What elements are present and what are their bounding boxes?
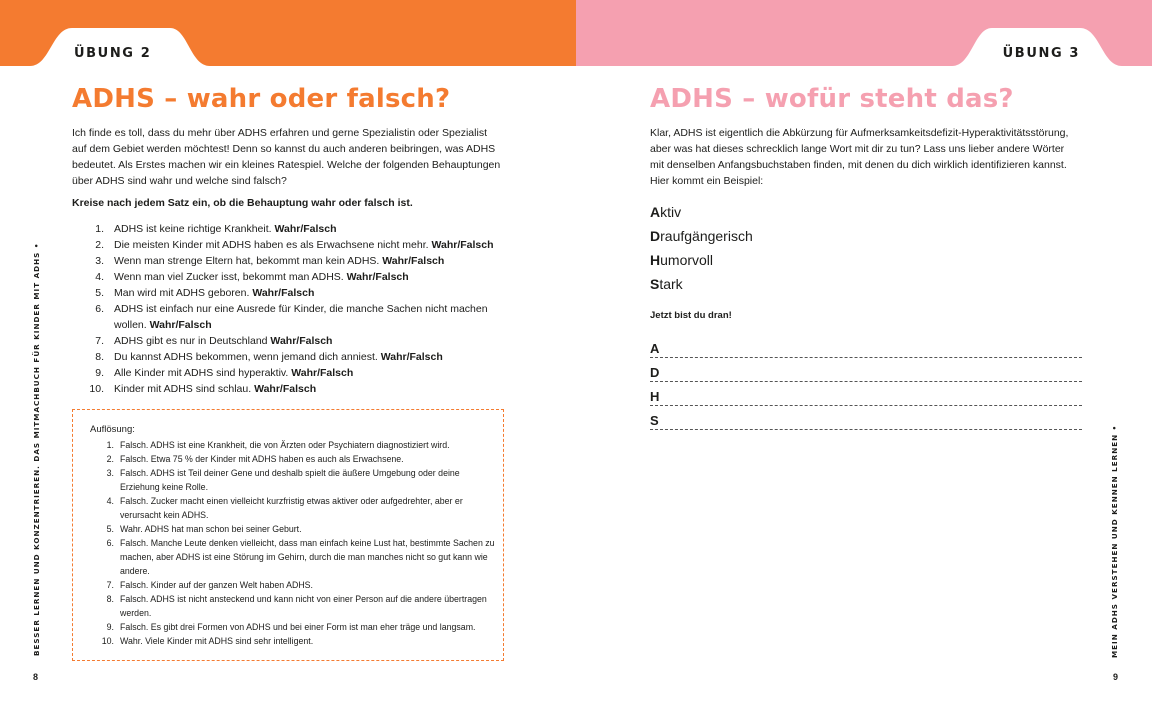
statement-text: Man wird mit ADHS geboren. (114, 287, 253, 299)
statement-number: 1. (95, 223, 104, 235)
acronym-rest: umorvoll (660, 252, 714, 268)
statement-text: ADHS gibt es nur in Deutschland (114, 335, 271, 347)
your-turn-text: Jetzt bist du dran! (650, 310, 732, 321)
statement-item (84, 285, 504, 301)
spine-text-left: BESSER LERNEN UND KONZENTRIEREN. DAS MITMACHBUCH FÜR KINDER MIT ADHS • (32, 242, 41, 656)
solution-item (100, 494, 500, 522)
exercise-label: ÜBUNG 3 (1002, 46, 1080, 61)
solution-item (100, 620, 500, 634)
statement-item (84, 381, 504, 397)
statement-item (84, 349, 504, 365)
solution-item (100, 592, 500, 620)
statement-body (114, 349, 443, 365)
acronym-word (650, 248, 753, 272)
solution-item (100, 578, 500, 592)
right-page (576, 0, 1152, 720)
solution-item (100, 634, 500, 648)
exercise-label: ÜBUNG 2 (74, 46, 152, 61)
statement-number: 3. (95, 255, 104, 267)
statement-text: Kinder mit ADHS sind schlau. (114, 383, 255, 395)
statement-number: 6. (95, 303, 104, 315)
page-number: 8 (33, 672, 39, 682)
acronym-rest: ktiv (660, 204, 682, 220)
statement-body (114, 285, 314, 301)
fill-line[interactable] (650, 406, 1082, 430)
fill-line-letter: D (650, 365, 660, 380)
fill-line[interactable] (650, 358, 1082, 382)
acronym-initial: A (650, 204, 661, 220)
statement-number: 2. (95, 239, 104, 251)
solution-number: 2. (106, 454, 114, 464)
statement-number: 9. (95, 367, 104, 379)
statement-text: Wenn man viel Zucker isst, bekommt man ADHS. (114, 271, 347, 283)
solution-number: 5. (106, 524, 114, 534)
fill-line-letter: A (650, 341, 660, 356)
acronym-word (650, 200, 753, 224)
statement-number: 8. (95, 351, 104, 363)
statement-body (114, 221, 337, 237)
true-false-choice: Wahr/Falsch (291, 367, 354, 379)
solution-text: Falsch. ADHS ist eine Krankheit, die von Ärzten oder Psychiatern diagnostiziert wird. (120, 440, 450, 450)
solution-text: Falsch. Kinder auf der ganzen Welt haben ADHS. (120, 580, 313, 590)
statement-list (84, 221, 504, 397)
page-title: ADHS – wofür steht das? (650, 84, 1014, 114)
statement-body (114, 253, 444, 269)
statement-item (84, 253, 504, 269)
intro-paragraph: Ich finde es toll, dass du mehr über ADHS erfahren und gerne Spezialistin oder Spezialist auf dem Gebiet werden möchtest! Denn so kannst du auch anderen beibringen, was ADHS bedeutet. Als Erstes machen wir ein kleines Ratespiel. Welche der folgenden Behauptungen über ADHS sind wahr und welche sind falsch? (72, 127, 501, 187)
statement-text: ADHS ist keine richtige Krankheit. (114, 223, 275, 235)
solution-text: Wahr. Viele Kinder mit ADHS sind sehr intelligent. (120, 636, 314, 646)
true-false-choice: Wahr/Falsch (149, 319, 212, 331)
statement-item (84, 365, 504, 381)
fill-line-letter: H (650, 389, 660, 404)
statement-item (84, 301, 504, 333)
acronym-rest: tark (659, 276, 683, 292)
solution-text: Falsch. ADHS ist Teil deiner Gene und deshalb spielt die äußere Umgebung oder deine Erziehung keine Rolle. (120, 468, 460, 492)
solution-number: 8. (106, 594, 114, 604)
statement-item (84, 221, 504, 237)
statement-body (114, 381, 316, 397)
true-false-choice: Wahr/Falsch (382, 255, 445, 267)
acronym-rest: raufgängerisch (660, 228, 753, 244)
true-false-choice: Wahr/Falsch (252, 287, 315, 299)
page-number: 9 (1113, 672, 1119, 682)
statement-body (114, 333, 332, 349)
true-false-choice: Wahr/Falsch (274, 223, 337, 235)
solution-list (100, 438, 500, 648)
statement-item (84, 237, 504, 253)
solution-number: 9. (106, 622, 114, 632)
acronym-example-list (650, 200, 753, 296)
fill-in-lines (650, 334, 1082, 430)
solution-item (100, 438, 500, 452)
intro-paragraph: Klar, ADHS ist eigentlich die Abkürzung für Aufmerksamkeitsdefizit-Hyperaktivitätsstörung, aber was hat dieses schrecklich lange Wort mit dir zu tun? Lass uns lieber andere Wörter mit denselben Anfangsbuchstaben finden, mit denen du dich wirklich identifizieren kannst. Hier kommt ein Beispiel: (650, 127, 1069, 187)
solution-text: Wahr. ADHS hat man schon bei seiner Geburt. (120, 524, 302, 534)
acronym-initial: H (650, 252, 661, 268)
fill-line[interactable] (650, 382, 1082, 406)
solution-text: Falsch. ADHS ist nicht ansteckend und kann nicht von einer Person auf die andere übertragen werden. (120, 594, 487, 618)
statement-item (84, 269, 504, 285)
statement-text: Alle Kinder mit ADHS sind hyperaktiv. (114, 367, 292, 379)
solution-text: Falsch. Es gibt drei Formen von ADHS und bei einer Form ist man eher träge und langsam. (120, 622, 476, 632)
solution-text: Falsch. Zucker macht einen vielleicht kurzfristig etwas aktiver oder aufgedrehter, aber er verursacht kein ADHS. (120, 496, 463, 520)
solution-item (100, 522, 500, 536)
spine-text-right: MEIN ADHS VERSTEHEN UND KENNEN LERNEN • (1110, 424, 1119, 658)
instruction-text: Kreise nach jedem Satz ein, ob die Behauptung wahr oder falsch ist. (72, 197, 413, 209)
solution-label: Auflösung: (90, 424, 135, 435)
statement-body (114, 365, 353, 381)
solution-item (100, 466, 500, 494)
solution-number: 4. (106, 496, 114, 506)
statement-text: Wenn man strenge Eltern hat, bekommt man kein ADHS. (114, 255, 383, 267)
true-false-choice: Wahr/Falsch (254, 383, 317, 395)
statement-item (84, 333, 504, 349)
statement-body (114, 301, 504, 333)
solution-text: Falsch. Etwa 75 % der Kinder mit ADHS haben es auch als Erwachsene. (120, 454, 404, 464)
true-false-choice: Wahr/Falsch (431, 239, 494, 251)
solution-text: Falsch. Manche Leute denken vielleicht, dass man einfach keine Lust hat, bestimmte Sachen zu machen, aber ADHS ist eine Störung im Gehirn, durch die man manches nicht so gut kann wie andere. (120, 538, 495, 576)
solution-number: 7. (106, 580, 114, 590)
solution-number: 10. (101, 636, 114, 646)
acronym-word (650, 272, 753, 296)
fill-line[interactable] (650, 334, 1082, 358)
fill-line-letter: S (650, 413, 659, 428)
statement-text: Die meisten Kinder mit ADHS haben es als Erwachsene nicht mehr. (114, 239, 432, 251)
true-false-choice: Wahr/Falsch (270, 335, 333, 347)
solution-item (100, 452, 500, 466)
solution-number: 3. (106, 468, 114, 478)
true-false-choice: Wahr/Falsch (346, 271, 409, 283)
true-false-choice: Wahr/Falsch (380, 351, 443, 363)
statement-number: 10. (89, 383, 104, 395)
statement-text: Du kannst ADHS bekommen, wenn jemand dich anniest. (114, 351, 381, 363)
acronym-word (650, 224, 753, 248)
statement-text: ADHS ist einfach nur eine Ausrede für Kinder, die manche Sachen nicht machen wollen. (114, 303, 488, 331)
statement-number: 4. (95, 271, 104, 283)
statement-number: 5. (95, 287, 104, 299)
statement-body (114, 269, 409, 285)
page-title: ADHS – wahr oder falsch? (72, 84, 451, 114)
acronym-initial: D (650, 228, 661, 244)
solution-item (100, 536, 500, 578)
solution-number: 1. (106, 440, 114, 450)
solution-number: 6. (106, 538, 114, 548)
acronym-initial: S (650, 276, 660, 292)
statement-body (114, 237, 494, 253)
statement-number: 7. (95, 335, 104, 347)
